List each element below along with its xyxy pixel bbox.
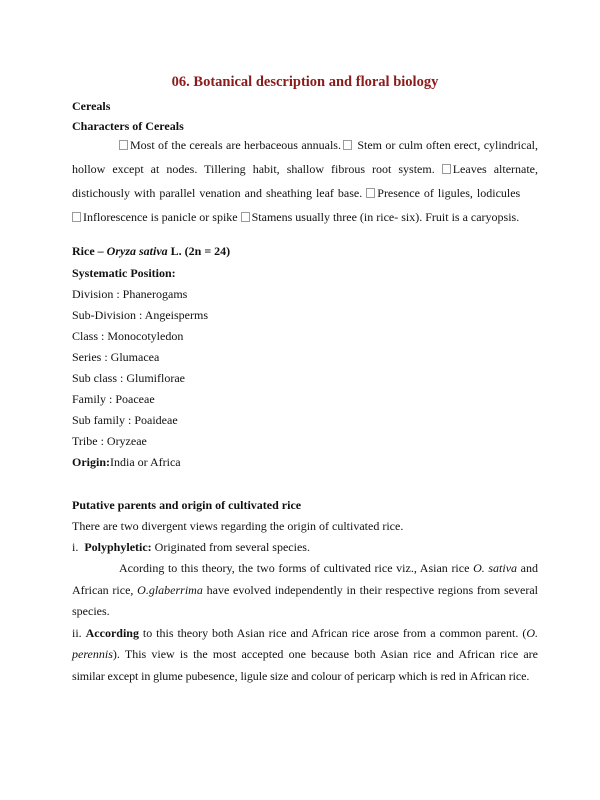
systematic-position-heading: Systematic Position:	[72, 266, 176, 280]
view-2-line-2: perennis). This view is the most accepted one because both Asian rice and African rice are	[72, 647, 538, 661]
taxonomy-item: Tribe : Oryzeae	[72, 434, 147, 448]
taxonomy-item: Sub family : Poaideae	[72, 413, 178, 427]
view-2-label: According	[85, 626, 139, 640]
characters-line-1: Most of the cereals are herbaceous annuals. Stem or culm often erect, cylindrical,	[72, 137, 538, 153]
rice-heading: Rice – Oryza sativa L. (2n = 24)	[72, 244, 231, 258]
view-2-line-3: similar except in glume pubesence, ligule size and colour of pericarp which is red in African rice.	[72, 669, 530, 683]
view-1-label: Polyphyletic:	[84, 540, 152, 554]
view-1-para-line-2: African rice, O.glaberrima have evolved independently in their respective regions from several	[72, 583, 538, 597]
bullet-box-icon	[343, 140, 352, 150]
subsection-heading: Characters of Cereals	[72, 119, 184, 133]
characters-line-4: Inflorescence is panicle or spike Stamens usually three (in rice- six). Fruit is a caryopsis.	[72, 209, 538, 225]
page-title: 06. Botanical description and floral biology	[171, 74, 439, 90]
bullet-box-icon	[442, 164, 451, 174]
origin-label: Origin:	[72, 455, 110, 469]
taxonomy-item: Family : Poaceae	[72, 392, 155, 406]
bullet-box-icon	[241, 212, 250, 222]
putative-intro: There are two divergent views regarding the origin of cultivated rice.	[72, 519, 404, 533]
view-1-line: i. Polyphyletic: Originated from several species.	[72, 540, 310, 554]
origin-line	[72, 454, 538, 470]
origin-value: India or Africa	[110, 455, 181, 469]
taxonomy-item: Series : Glumacea	[72, 350, 160, 364]
view-1-para-line-3: species.	[72, 604, 110, 618]
view-1-para-line-1: Acording to this theory, the two forms of cultivated rice viz., Asian rice O. sativa and	[119, 561, 538, 575]
bullet-box-icon	[119, 140, 128, 150]
taxonomy-item: Sub-Division : Angeisperms	[72, 308, 209, 322]
bullet-box-icon	[72, 212, 81, 222]
view-2-line-1: ii. According to this theory both Asian rice and African rice arose from a common parent. (O.	[72, 626, 539, 640]
putative-heading: Putative parents and origin of cultivated rice	[72, 498, 302, 512]
section-heading: Cereals	[72, 99, 111, 113]
taxonomy-item: Division : Phanerogams	[72, 287, 188, 301]
characters-line-3: distichously with parallel venation and sheathing leaf base. Presence of ligules, lodicules	[72, 186, 521, 200]
taxonomy-item: Sub class : Glumiflorae	[72, 371, 185, 385]
taxonomy-item: Class : Monocotyledon	[72, 329, 184, 343]
characters-line-2: hollow except at nodes. Tillering habit, shallow fibrous root system. Leaves alternate,	[72, 162, 539, 176]
bullet-box-icon	[366, 188, 375, 198]
